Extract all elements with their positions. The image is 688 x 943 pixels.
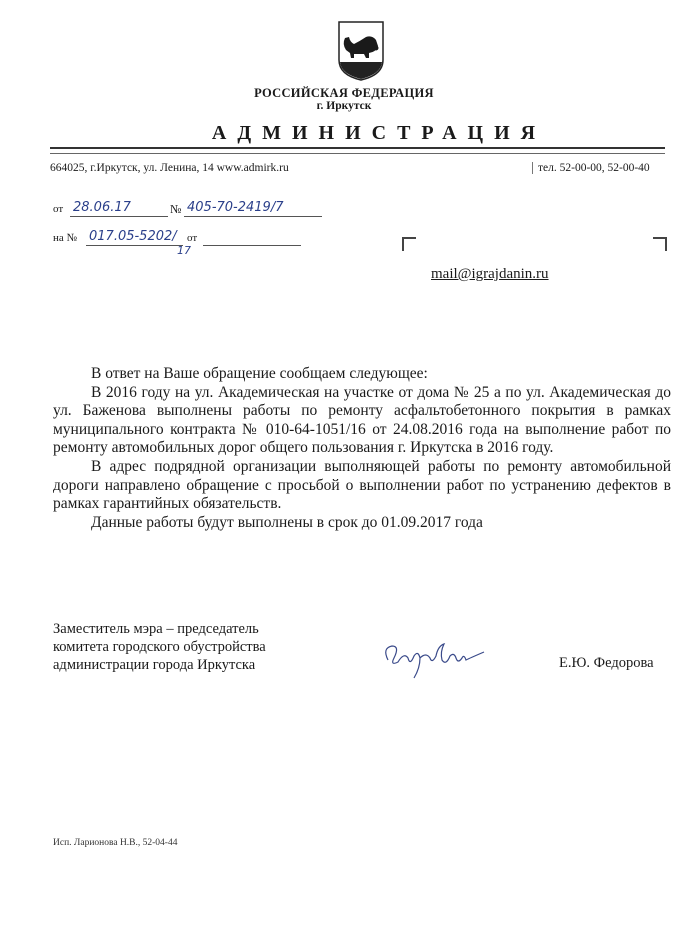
body-paragraph: Данные работы будут выполнены в срок до 01.09.2017 года bbox=[91, 513, 483, 531]
header-divider bbox=[50, 147, 665, 154]
body-paragraph: В ответ на Ваше обращение сообщаем следующее: bbox=[91, 365, 428, 382]
outgoing-number-field: 405-70-2419/7 bbox=[184, 200, 322, 217]
outgoing-date-label: от bbox=[53, 203, 64, 215]
outgoing-date-field: 28.06.17 bbox=[70, 200, 168, 217]
letter-body bbox=[53, 365, 671, 532]
body-paragraph: В адрес подрядной организации выполняющей работы по ремонту автомобильной дороги направлено обращение с просьбой о выполнении работ по устранению дефектов в рамках гарантийных обязательств. bbox=[53, 457, 671, 513]
country-name: РОССИЙСКАЯ ФЕДЕРАЦИЯ bbox=[254, 86, 434, 100]
address-block-corner-left bbox=[402, 237, 416, 251]
incoming-number-suffix: 17 bbox=[177, 244, 191, 257]
incoming-date-label: от bbox=[187, 232, 198, 244]
city-name: г. Иркутск bbox=[316, 100, 372, 112]
organization-address: 664025, г.Иркутск, ул. Ленина, 14 www.admirk.ru bbox=[50, 162, 289, 174]
incoming-number-label: на № bbox=[53, 232, 78, 244]
organization-title: АДМИНИСТРАЦИЯ bbox=[211, 122, 547, 144]
outgoing-number-label: № bbox=[170, 202, 182, 216]
signatory-title-line: комитета городского обустройства bbox=[53, 639, 266, 655]
executor-info: Исп. Ларионова Н.В., 52-04-44 bbox=[53, 838, 178, 848]
organization-phone: тел. 52-00-00, 52-00-40 bbox=[532, 162, 650, 174]
incoming-number-field: 017.05-5202/ bbox=[86, 229, 183, 246]
signatory-name: Е.Ю. Федорова bbox=[559, 655, 654, 671]
incoming-date-field bbox=[203, 229, 301, 246]
address-block-corner-right bbox=[653, 237, 667, 251]
signatory-title-line: администрации города Иркутска bbox=[53, 657, 256, 673]
body-paragraph: В 2016 году на ул. Академическая на участке от дома № 25 а по ул. Академическая до ул. Баженова выполнены работы по ремонту асфальтобетонного покрытия в рамках муниципального контракта № 010-64-1051/16 от 24.08.2016 года на выполнение работ по ремонту автомобильных дорог общего пользования г. Иркутска в 2016 году. bbox=[53, 383, 671, 457]
signatory-title-line: Заместитель мэра – председатель bbox=[53, 621, 259, 637]
coat-of-arms-icon bbox=[336, 20, 386, 82]
recipient-email[interactable]: mail@igrajdanin.ru bbox=[431, 266, 549, 282]
signatory-title bbox=[53, 620, 266, 674]
handwritten-signature-icon bbox=[380, 638, 490, 684]
